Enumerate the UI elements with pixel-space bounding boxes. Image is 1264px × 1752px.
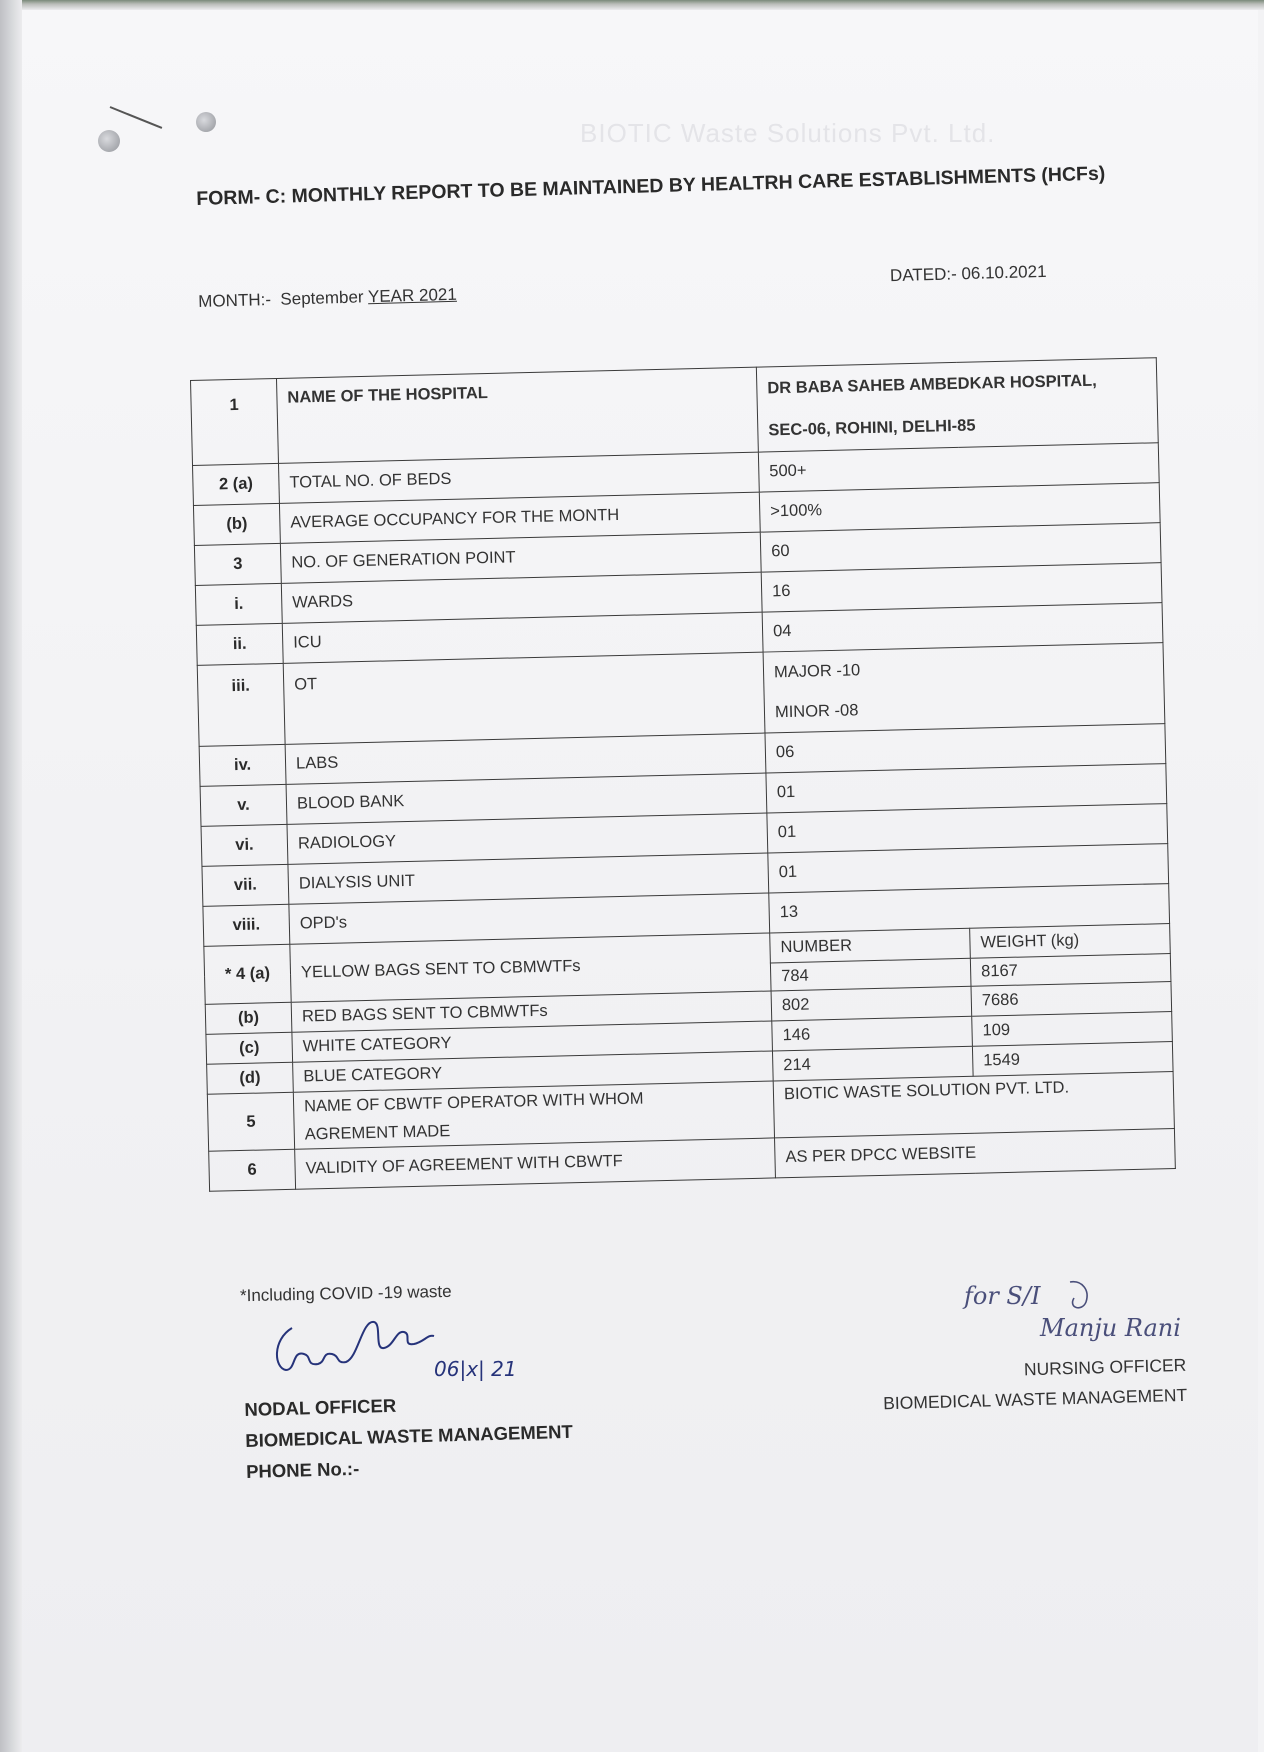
row-label: YELLOW BAGS SENT TO CBMWTFs: [290, 933, 771, 1002]
row-label: BLOOD BANK: [286, 773, 767, 824]
row-label: DIALYSIS UNIT: [288, 853, 769, 904]
bag-number: 784: [770, 958, 971, 991]
hospital-name: DR BABA SAHEB AMBEDKAR HOSPITAL,: [767, 371, 1097, 398]
operator-label-line1: NAME OF CBWTF OPERATOR WITH WHOM: [303, 1089, 644, 1116]
row-value: [756, 358, 1158, 452]
bag-weight: 8167: [970, 954, 1171, 987]
row-number: (d): [207, 1062, 294, 1094]
row-value: [763, 643, 1165, 733]
row-label: VALIDITY OF AGREEMENT WITH CBWTF: [295, 1138, 776, 1189]
scan-left-edge: [0, 0, 22, 1752]
bag-weight: 1549: [972, 1042, 1173, 1077]
row-label: OPD's: [289, 893, 770, 944]
row-value: 06: [765, 724, 1166, 773]
row-label: RED BAGS SENT TO CBMWTFs: [291, 991, 772, 1032]
row-value: AS PER DPCC WEBSITE: [775, 1129, 1176, 1178]
scan-top-edge: [22, 0, 1264, 10]
month-label: MONTH:-: [198, 289, 272, 311]
row-number: iv.: [199, 744, 286, 786]
row-number: v.: [200, 784, 287, 826]
svg-text:for S/I: for S/I: [964, 1282, 1041, 1310]
date-field: DATED:- 06.10.2021: [889, 261, 1047, 286]
covid-note: *Including COVID -19 waste: [239, 1281, 452, 1306]
punch-hole-icon: [196, 112, 216, 132]
row-number: * 4 (a): [204, 944, 291, 1004]
bag-weight: 7686: [971, 982, 1172, 1017]
column-header-weight: WEIGHT (kg): [970, 924, 1171, 959]
signature-icon: [262, 1310, 522, 1390]
row-number: vi.: [201, 824, 288, 866]
row-value: 60: [760, 523, 1161, 572]
row-number: (b): [205, 1002, 292, 1034]
row-number: vii.: [202, 864, 289, 906]
nodal-officer-title: NODAL OFFICER: [244, 1394, 397, 1420]
column-header-number: NUMBER: [770, 928, 971, 963]
report-table: [190, 357, 1176, 1192]
row-number: iii.: [197, 663, 285, 746]
nodal-officer-block: [244, 1385, 574, 1487]
row-number: (c): [206, 1032, 293, 1064]
row-number: ii.: [196, 623, 283, 665]
row-number: (b): [193, 503, 280, 545]
row-value: 04: [762, 603, 1163, 652]
row-number: 1: [191, 378, 279, 465]
row-value: 01: [766, 764, 1167, 813]
svg-text:Manju Rani: Manju Rani: [1040, 1314, 1181, 1342]
form-title: FORM- C: MONTHLY REPORT TO BE MAINTAINED BY HEALTRH CARE ESTABLISHMENTS (HCFs): [196, 162, 1106, 210]
nodal-officer-dept: BIOMEDICAL WASTE MANAGEMENT: [245, 1420, 573, 1451]
row-label: WHITE CATEGORY: [292, 1021, 773, 1062]
bag-number: 146: [772, 1016, 973, 1051]
row-label: TOTAL NO. OF BEDS: [278, 452, 759, 503]
month-value: September: [280, 287, 364, 309]
nursing-officer-dept: BIOMEDICAL WASTE MANAGEMENT: [882, 1384, 1188, 1414]
ot-minor: MINOR -08: [774, 701, 859, 722]
row-number: 6: [209, 1149, 296, 1191]
row-label: NAME OF THE HOSPITAL: [276, 367, 758, 463]
bag-number: 802: [771, 986, 972, 1021]
row-number: 3: [194, 543, 281, 585]
nursing-officer-title: NURSING OFFICER: [1023, 1354, 1187, 1380]
row-value: 16: [761, 563, 1162, 612]
row-label: BLUE CATEGORY: [293, 1051, 774, 1092]
nursing-officer-block: [822, 1350, 1188, 1420]
row-number: viii.: [203, 904, 290, 946]
bag-weight: 109: [972, 1012, 1173, 1047]
row-number: 2 (a): [193, 463, 280, 505]
bleed-through-text: BIOTIC Waste Solutions Pvt. Ltd.: [580, 118, 996, 148]
row-label: LABS: [285, 733, 766, 784]
row-value: 500+: [758, 443, 1159, 492]
row-number: i.: [195, 583, 282, 625]
punch-hole-icon: [98, 130, 120, 152]
row-label: NO. OF GENERATION POINT: [280, 532, 761, 583]
year-value: YEAR 2021: [367, 284, 458, 307]
row-value: 01: [768, 844, 1169, 893]
row-label: ICU: [282, 612, 763, 663]
nodal-officer-phone: PHONE No.:-: [245, 1457, 360, 1482]
svg-text:06|x| 21: 06|x| 21: [434, 1357, 517, 1381]
row-value: 13: [769, 884, 1170, 933]
signature-icon: [950, 1262, 1230, 1352]
ot-major: MAJOR -10: [773, 661, 861, 682]
bag-number: 214: [772, 1046, 973, 1081]
row-label: AVERAGE OCCUPANCY FOR THE MONTH: [279, 492, 760, 543]
operator-label-line2: AGREMENT MADE: [304, 1122, 451, 1144]
hospital-address: SEC-06, ROHINI, DELHI-85: [768, 416, 976, 440]
row-value: BIOTIC WASTE SOLUTION PVT. LTD.: [773, 1072, 1174, 1138]
row-label: OT: [283, 652, 765, 744]
row-label: RADIOLOGY: [287, 813, 768, 864]
row-number: 5: [207, 1092, 294, 1151]
row-label: WARDS: [281, 572, 762, 623]
row-value: 01: [767, 804, 1168, 853]
row-value: >100%: [759, 483, 1160, 532]
